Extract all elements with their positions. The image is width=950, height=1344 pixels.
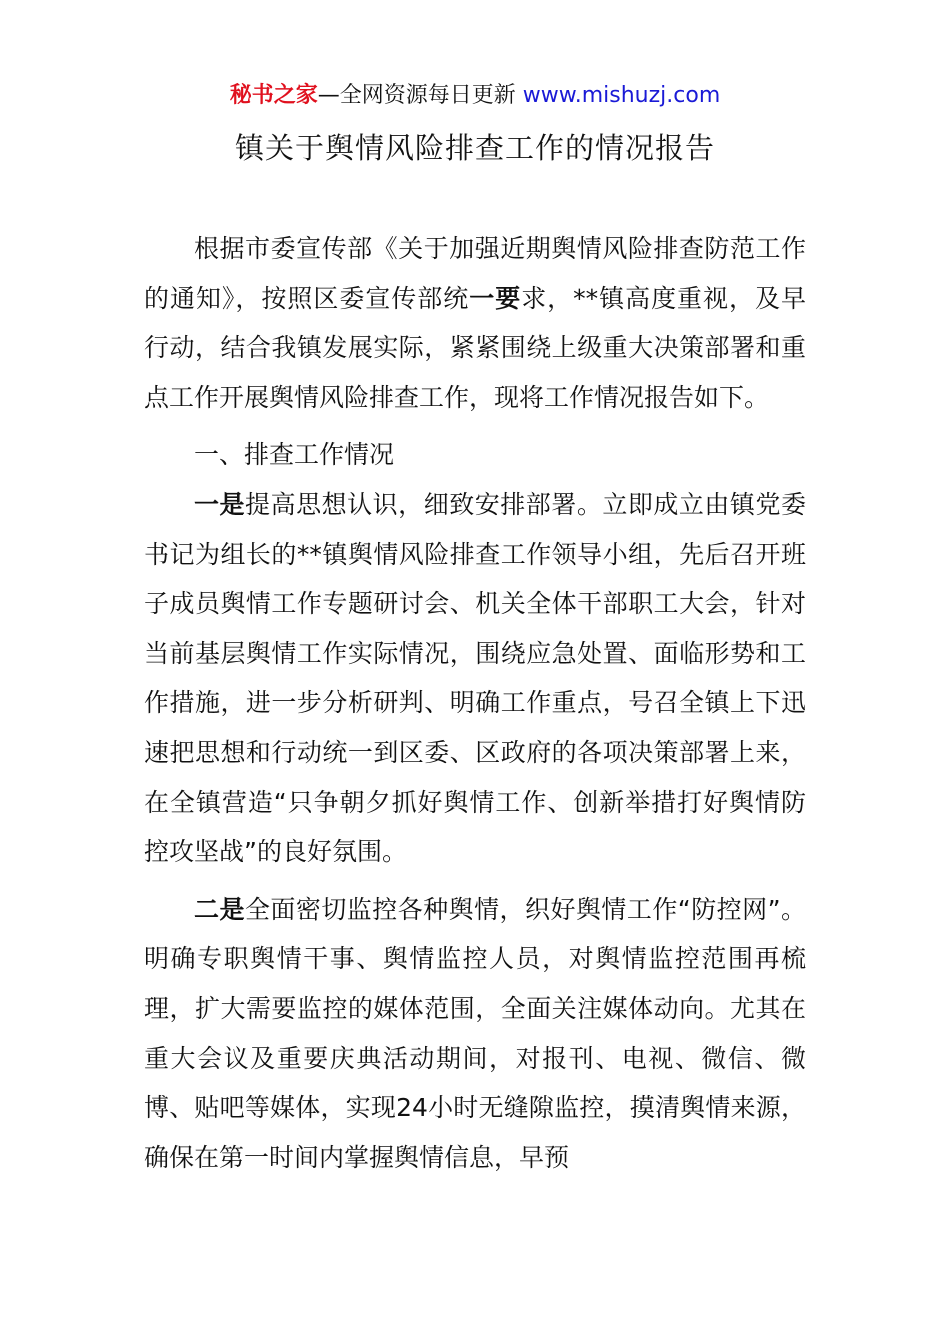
intro-text-b: 求，**镇高度重视，及早行动，结合我镇发展实际，紧紧围绕上级重大决策部署和重点工作开展舆情风险排查工作，现将工作情况报告如下。: [144, 283, 806, 412]
header-slogan: —全网资源每日更新: [317, 83, 523, 108]
site-url[interactable]: www.mishuzj.com: [522, 83, 721, 108]
document-body: [144, 224, 806, 1182]
paragraph-first-lead: 一是: [194, 489, 246, 519]
intro-paragraph: [144, 224, 806, 422]
section-heading: 一、排查工作情况: [194, 440, 395, 470]
paragraph-second-text: 全面密切监控各种舆情，织好舆情工作“防控网”。明确专职舆情干事、舆情监控人员，对舆情监控范围再梳理，扩大需要监控的媒体范围，全面关注媒体动向。尤其在重大会议及重要庆典活动期间，对报刊、电视、微信、微博、贴吧等媒体，实现24小时无缝隙监控，摸清舆情来源，确保在第一时间内掌握舆情信息，早预: [144, 894, 806, 1172]
paragraph-second-lead: 二是: [194, 894, 245, 924]
brand-name: 秘书之家: [229, 83, 318, 108]
intro-bold-text: 一要: [469, 283, 522, 313]
document-title: 镇关于舆情风险排查工作的情况报告: [234, 131, 715, 165]
site-header: [0, 80, 950, 112]
paragraph-first: [144, 480, 806, 877]
paragraph-first-text: 提高思想认识，细致安排部署。立即成立由镇党委书记为组长的**镇舆情风险排查工作领导小组，先后召开班子成员舆情工作专题研讨会、机关全体干部职工大会，针对当前基层舆情工作实际情况，围绕应急处置、面临形势和工作措施，进一步分析研判、明确工作重点，号召全镇上下迅速把思想和行动统一到区委、区政府的各项决策部署上来，在全镇营造“只争朝夕抓好舆情工作、创新举措打好舆情防控攻坚战”的良好氛围。: [144, 489, 806, 867]
intro-text-a: 根据市委宣传部《关于加强近期舆情风险排查防范工作的通知》，按照区委宣传部统: [144, 234, 806, 313]
paragraph-second: [144, 885, 806, 1183]
